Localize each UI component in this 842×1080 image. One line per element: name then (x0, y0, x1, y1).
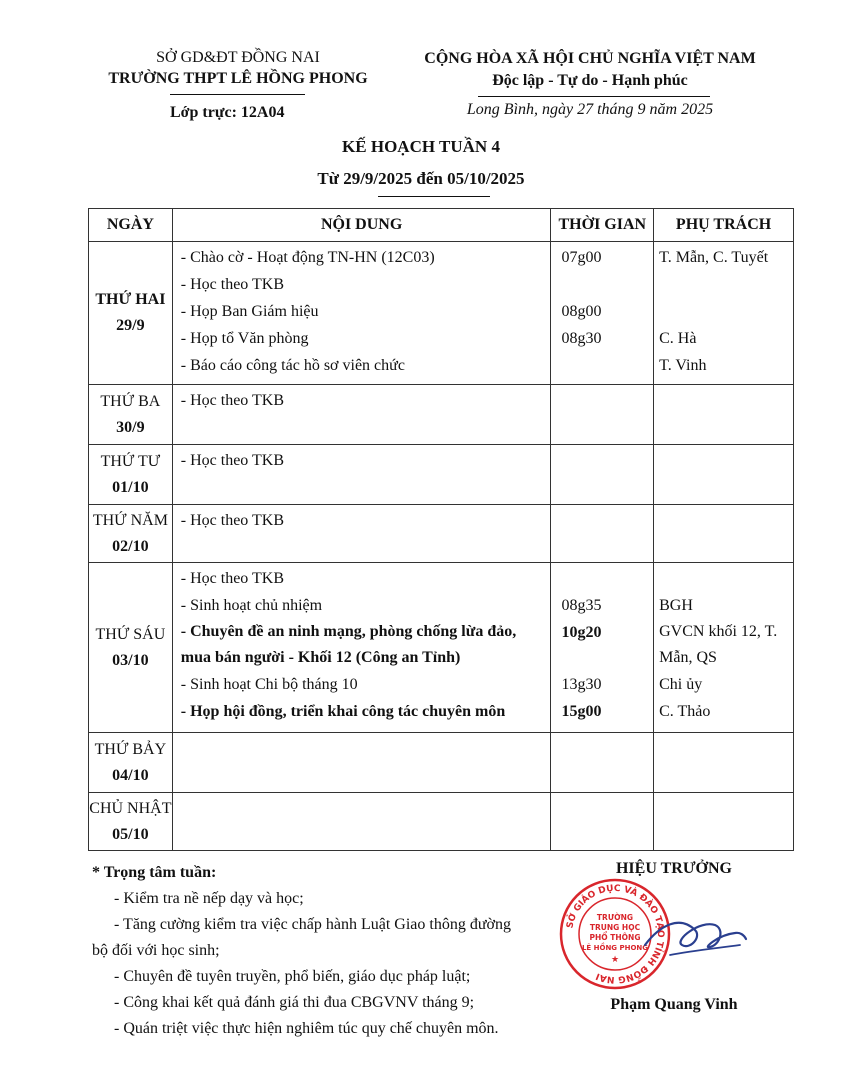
time-cell (551, 505, 654, 563)
content-cell (172, 242, 551, 385)
owner-cell (654, 733, 794, 793)
content-line: - Chào cờ - Hoạt động TN-HN (12C03) (180, 249, 435, 266)
content-line: - Học theo TKB (180, 452, 285, 469)
content-cell (172, 385, 551, 445)
svg-text:★: ★ (610, 955, 620, 965)
owner-cell (654, 505, 794, 563)
time-line: 08g30 (561, 330, 602, 347)
content-line: - Họp hội đồng, triển khai công tác chuyên môn (180, 703, 506, 720)
principal-name: Phạm Quang Vinh (610, 996, 738, 1013)
principal-title: HIỆU TRƯỞNG (615, 860, 732, 877)
header-owner: PHỤ TRÁCH (654, 209, 794, 242)
owner-line: Chi ủy (659, 676, 703, 693)
svg-text:LÊ HỒNG PHONG: LÊ HỒNG PHONG (581, 944, 649, 952)
content-cell (172, 733, 551, 793)
time-cell (551, 385, 654, 445)
table-row (89, 445, 794, 505)
owner-line (654, 565, 793, 592)
day-date: 01/10 (112, 478, 149, 496)
content-line: - Học theo TKB (180, 570, 285, 587)
owner-line: GVCN khối 12, T. Mẫn, QS (659, 623, 778, 666)
content-cell (172, 505, 551, 563)
focus-item: - Chuyên đề tuyên truyền, phổ biến, giáo dục pháp luật; (114, 968, 471, 985)
owner-cell (654, 385, 794, 445)
plan-title: KẾ HOẠCH TUẦN 4 (342, 137, 500, 156)
table-row (89, 793, 794, 851)
day-cell (89, 505, 173, 563)
day-cell (89, 242, 173, 385)
day-date: 05/10 (112, 825, 149, 843)
day-name: THỨ NĂM (92, 511, 168, 529)
weekly-focus (92, 860, 552, 1042)
table-row (89, 242, 794, 385)
department-name: SỞ GD&ĐT ĐỒNG NAI (156, 49, 320, 66)
day-date: 04/10 (112, 766, 149, 784)
time-line: 10g20 (561, 624, 602, 641)
svg-text:TRUNG HỌC: TRUNG HỌC (589, 923, 641, 932)
focus-item: - Quán triệt việc thực hiện nghiêm túc quy chế chuyên môn. (114, 1020, 499, 1037)
owner-cell (654, 445, 794, 505)
day-cell (89, 733, 173, 793)
day-name: THỨ HAI (95, 291, 166, 308)
day-date: 30/9 (116, 418, 145, 436)
duty-class: Lớp trực: 12A04 (170, 104, 285, 121)
owner-line: T. Vinh (659, 357, 707, 374)
owner-cell (654, 242, 794, 385)
day-name: THỨ TƯ (100, 452, 161, 470)
school-underline (170, 94, 305, 95)
time-cell (551, 563, 654, 733)
content-line: - Chuyên đề an ninh mạng, phòng chống lừa đảo, mua bán người - Khối 12 (Công an Tỉnh) (180, 623, 517, 666)
motto: Độc lập - Tự do - Hạnh phúc (492, 72, 688, 89)
focus-title: * Trọng tâm tuần: (92, 864, 217, 881)
nation-title: CỘNG HÒA XÃ HỘI CHỦ NGHĨA VIỆT NAM (424, 50, 756, 67)
time-cell (551, 793, 654, 851)
svg-text:TRƯỜNG: TRƯỜNG (596, 913, 634, 922)
day-cell (89, 563, 173, 733)
time-line: 13g30 (561, 676, 602, 693)
content-line: - Học theo TKB (180, 276, 285, 293)
motto-underline (478, 96, 710, 97)
time-line (551, 352, 653, 379)
time-line: 07g00 (561, 249, 602, 266)
table-row (89, 385, 794, 445)
range-underline (378, 196, 490, 197)
content-cell (172, 445, 551, 505)
owner-cell (654, 793, 794, 851)
day-date: 29/9 (116, 317, 145, 334)
table-row (89, 563, 794, 733)
time-cell (551, 445, 654, 505)
content-line: - Họp tổ Văn phòng (180, 330, 309, 347)
day-name: THỨ BA (100, 392, 161, 410)
owner-line (654, 271, 793, 298)
header-right (395, 47, 785, 122)
focus-item: - Tăng cường kiểm tra việc chấp hành Luật Giao thông đường (114, 916, 511, 933)
owner-line: C. Hà (659, 330, 697, 347)
content-line: - Báo cáo công tác hồ sơ viên chức (180, 357, 405, 374)
plan-range: Từ 29/9/2025 đến 05/10/2025 (317, 169, 525, 188)
content-line: - Sinh hoạt chủ nhiệm (180, 597, 323, 614)
header-time: THỜI GIAN (551, 209, 654, 242)
table-row (89, 505, 794, 563)
table-row (89, 733, 794, 793)
header-left (78, 47, 398, 90)
time-line: 15g00 (561, 703, 602, 720)
day-cell (89, 385, 173, 445)
owner-line: BGH (659, 597, 693, 614)
header-day: NGÀY (89, 209, 173, 242)
principal-signature (640, 905, 750, 980)
time-cell (551, 733, 654, 793)
content-line: - Sinh hoạt Chi bộ tháng 10 (180, 676, 358, 693)
day-name: CHỦ NHẬT (89, 799, 172, 817)
day-name: THỨ SÁU (95, 625, 166, 643)
owner-line: C. Thảo (659, 703, 711, 720)
time-cell (551, 242, 654, 385)
content-cell (172, 563, 551, 733)
time-line (551, 271, 653, 298)
content-line: - Học theo TKB (180, 392, 285, 409)
weekly-plan-table (88, 208, 794, 851)
owner-line: T. Mẫn, C. Tuyết (659, 249, 769, 266)
day-date: 03/10 (112, 651, 149, 669)
focus-item-continuation: bộ đối với học sinh; (92, 942, 220, 959)
table-header-row (89, 209, 794, 242)
focus-item: - Kiểm tra nề nếp dạy và học; (114, 890, 304, 907)
content-line: - Học theo TKB (180, 512, 285, 529)
school-name: TRƯỜNG THPT LÊ HỒNG PHONG (108, 70, 368, 87)
svg-text:PHỔ THÔNG: PHỔ THÔNG (589, 933, 641, 942)
time-line: 08g35 (561, 597, 602, 614)
owner-cell (654, 563, 794, 733)
content-line: - Họp Ban Giám hiệu (180, 303, 319, 320)
day-date: 02/10 (112, 537, 149, 555)
day-cell (89, 793, 173, 851)
day-name: THỨ BẢY (94, 740, 167, 758)
time-line: 08g00 (561, 303, 602, 320)
place-date: Long Bình, ngày 27 tháng 9 năm 2025 (466, 101, 714, 118)
time-line (551, 565, 653, 592)
svg-text:SỞ GIÁO DỤC VÀ ĐÀO TẠO TỈNH ĐỒ: SỞ GIÁO DỤC VÀ ĐÀO TẠO TỈNH ĐỒNG NAI (565, 883, 666, 985)
day-cell (89, 445, 173, 505)
focus-item: - Công khai kết quả đánh giá thi đua CBGVNV tháng 9; (114, 994, 475, 1011)
owner-line (654, 298, 793, 325)
content-cell (172, 793, 551, 851)
header-content: NỘI DUNG (172, 209, 551, 242)
